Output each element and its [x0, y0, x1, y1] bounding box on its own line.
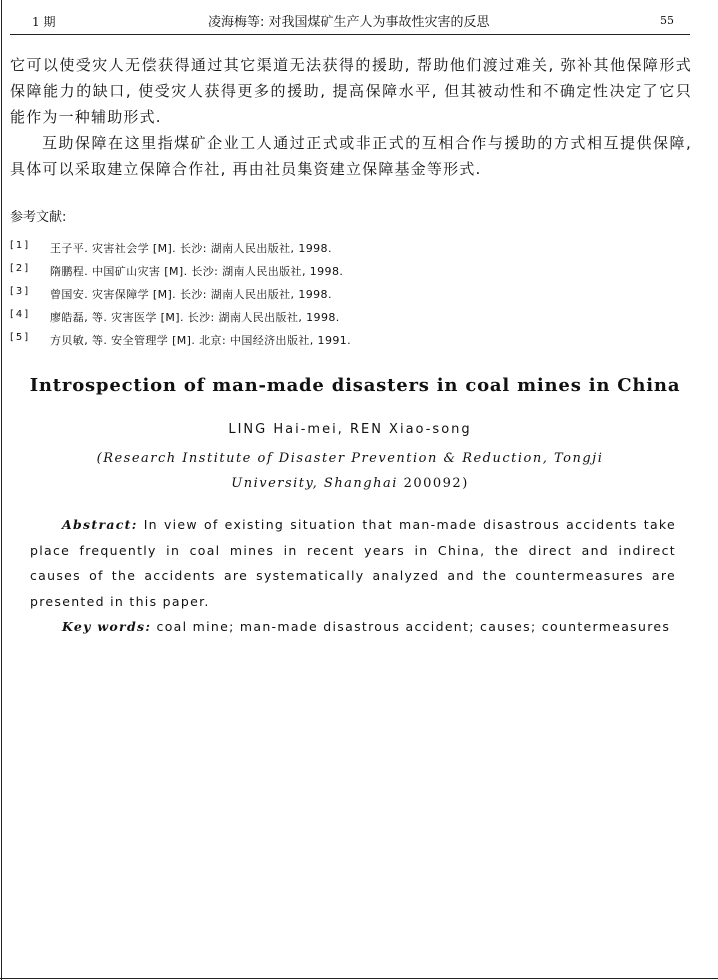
reference-number: [5] [10, 332, 31, 343]
reference-item [10, 240, 351, 263]
english-title: Introspection of man-made disasters in coal mines in China [29, 375, 681, 396]
reference-text: 王子平. 灾害社会学 [M]. 长沙: 湖南人民出版社, 1998. [50, 242, 332, 255]
body-paragraph-2: 互助保障在这里指煤矿企业工人通过正式或非正式的互相合作与援助的方式相互提供保障, 具体可以采取建立保障合作社, 再由社员集资建立保障基金等形式. [10, 134, 692, 178]
abstract-paragraph [30, 512, 676, 614]
reference-number: [3] [10, 286, 31, 297]
page-number: 55 [660, 14, 674, 27]
keywords-text: coal mine; man-made disastrous accident; causes; countermeasures [156, 619, 671, 634]
reference-item [10, 309, 351, 332]
reference-number: [4] [10, 309, 31, 320]
english-authors: LING Hai-mei, REN Xiao-song [228, 422, 472, 437]
affiliation-line-2 [0, 471, 700, 496]
body-paragraph-1: 它可以使受灾人无偿获得通过其它渠道无法获得的援助, 帮助他们渡过难关, 弥补其他保障形式保障能力的缺口, 使受灾人获得更多的援助, 提高保障水平, 但其被动性和不确定性决定了它只能作为一种辅助形式. [10, 56, 692, 126]
body-text [10, 52, 692, 182]
abstract-text: In view of existing situation that man-made disastrous accidents take place frequently in coal mines in recent years in China, the direct and indirect causes of the accidents are systematically analyzed and the countermeasures are presented in this paper. [30, 517, 676, 609]
references-list [10, 240, 351, 355]
page-border-bottom [0, 978, 718, 979]
reference-text: 隋鹏程. 中国矿山灾害 [M]. 长沙: 湖南人民出版社, 1998. [50, 265, 344, 278]
affiliation-university: University, Shanghai [231, 476, 398, 491]
reference-item [10, 263, 351, 286]
references-heading: 参考文献: [10, 210, 67, 225]
header-rule [10, 34, 690, 35]
affiliation-line-1: (Research Institute of Disaster Prevention & Reduction, Tongji [96, 451, 604, 466]
reference-item [10, 286, 351, 309]
issue-number: 1 期 [32, 15, 56, 29]
reference-number: [2] [10, 263, 31, 274]
reference-item [10, 332, 351, 355]
reference-text: 曾国安. 灾害保障学 [M]. 长沙: 湖南人民出版社, 1998. [50, 288, 332, 301]
reference-number: [1] [10, 240, 31, 251]
running-title: 凌海梅等: 对我国煤矿生产人为事故性灾害的反思 [208, 15, 490, 30]
running-header [10, 8, 690, 36]
english-abstract [30, 512, 676, 640]
affiliation-postcode: 200092) [403, 476, 469, 491]
keywords-line [30, 614, 676, 640]
english-affiliation [0, 446, 700, 496]
reference-text: 方贝敏, 等. 安全管理学 [M]. 北京: 中国经济出版社, 1991. [50, 334, 352, 347]
abstract-label: Abstract: [62, 517, 138, 532]
keywords-label: Key words: [62, 619, 152, 634]
reference-text: 廖皓磊, 等. 灾害医学 [M]. 长沙: 湖南人民出版社, 1998. [50, 311, 340, 324]
